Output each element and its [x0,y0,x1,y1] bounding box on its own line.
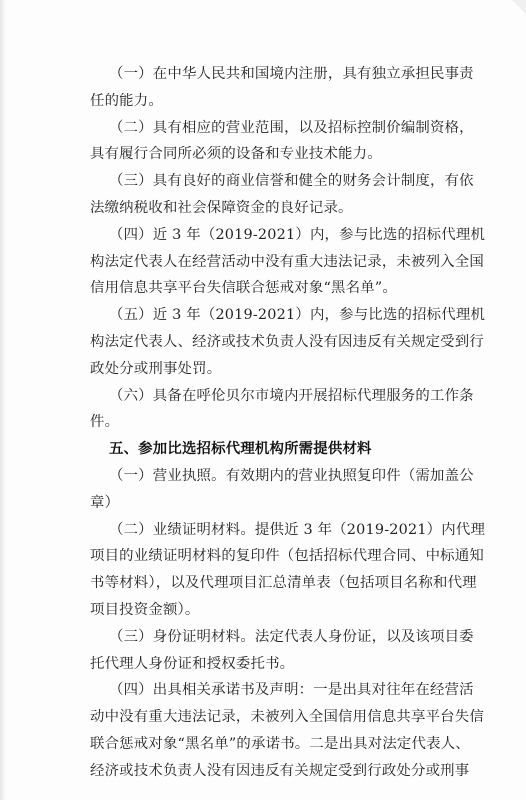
text-line: （四）近 3 年（2019-2021）内，参与比选的招标代理机 [109,226,486,243]
document-body [90,61,486,785]
text-line: 联合惩戒对象“黑名单”的承诺书。二是出具对法定代表人、 [90,735,470,752]
text-line: 项目投资金额）。 [90,601,200,618]
paragraph [90,302,486,382]
text-line: （一）营业执照。有效期内的营业执照复印件（需加盖公 [109,467,474,484]
paragraph [90,383,474,437]
section-heading [90,436,452,463]
text-line: 件。 [90,414,120,431]
text-line: 书等材料），以及代理项目汇总清单表（包括项目名称和代理 [90,575,477,592]
paragraph [90,517,486,624]
text-line: 构法定代表人、经济或技术负责人没有因违反有关规定受到行 [90,333,484,350]
text-line: 信用信息共享平台失信联合惩戒对象“黑名单”。 [90,280,397,297]
text-line: 法缴纳税收和社会保障资金的良好记录。 [90,199,353,216]
text-line: 动中没有重大违法记录，未被列入全国信用信息共享平台失信 [90,709,484,726]
text-line: （三）身份证明材料。法定代表人身份证，以及该项目委 [109,628,474,645]
paragraph [90,624,474,678]
paragraph [90,222,486,302]
text-line: （五）近 3 年（2019-2021）内，参与比选的招标代理机 [109,307,486,324]
paragraph [90,61,474,115]
text-line: （四）出具相关承诺书及声明：一是出具对往年在经营活 [109,682,474,699]
scan-edge-shadow [0,0,6,800]
text-line: （一）在中华人民共和国境内注册，具有独立承担民事责 [109,66,474,82]
paragraph [90,677,484,784]
text-line: （六）具备在呼伦贝尔市境内开展招标代理服务的工作条 [109,387,474,404]
text-line: （二）业绩证明材料。提供近 3 年（2019-2021）内代理 [109,521,486,538]
text-line: 政处分或刑事处罚。 [90,360,222,377]
text-line: 项目的业绩证明材料的复印件（包括招标代理合同、中标通知 [90,548,484,565]
text-line: 构法定代表人在经营活动中没有重大违法记录，未被列入全国 [90,253,484,270]
text-line: 托代理人身份证和授权委托书。 [90,655,295,672]
paragraph [90,168,474,222]
text-line: （三）具有良好的商业信誉和健全的财务会计制度，有依 [109,173,474,190]
text-line: 任的能力。 [90,92,163,109]
text-line: 经济或技术负责人没有因违反有关规定受到行政处分或刑事 [90,762,470,779]
heading-line: 五、参加比选招标代理机构所需提供材料 [109,441,372,458]
text-line: （二）具有相应的营业范围，以及招标控制价编制资格， [109,119,474,136]
paragraph [90,463,474,517]
text-line: 章） [90,494,120,511]
paragraph [90,115,474,169]
text-line: 具有履行合同所必须的设备和专业技术能力。 [90,146,382,163]
page-corner [512,0,526,14]
